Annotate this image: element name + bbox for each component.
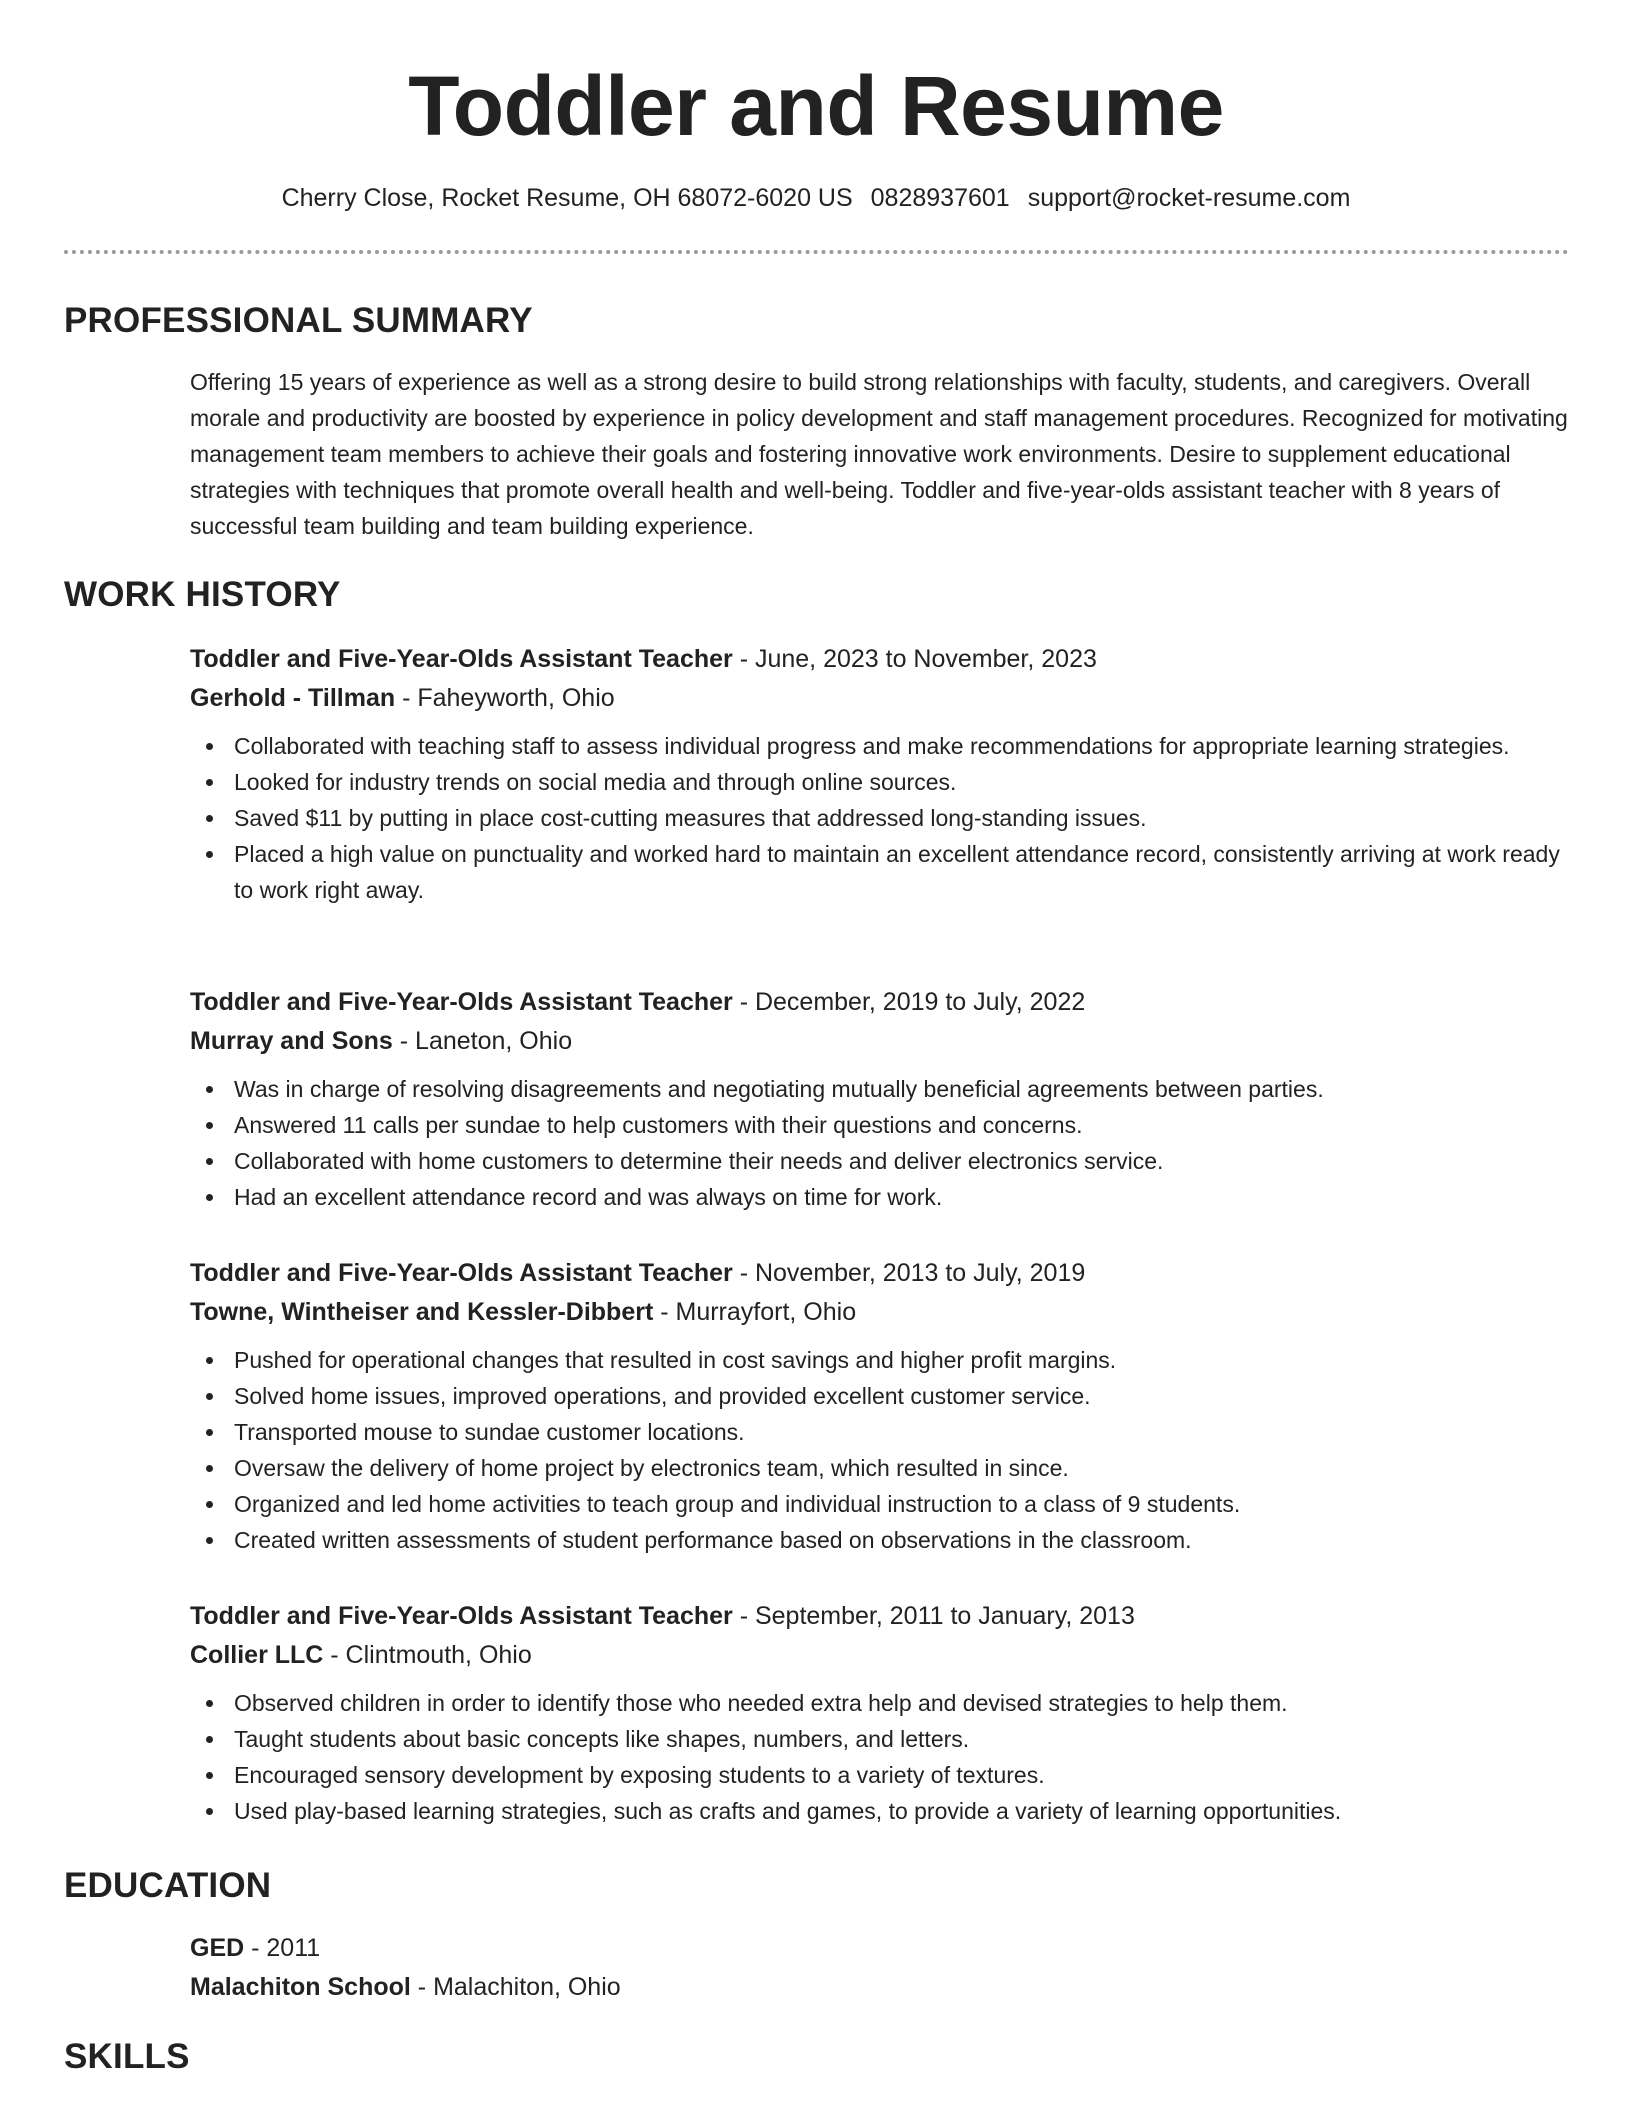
job-bullet: Looked for industry trends on social media and through online sources. — [234, 764, 1570, 800]
job-bullet: Taught students about basic concepts like shapes, numbers, and letters. — [234, 1721, 1570, 1757]
job-entry — [190, 1254, 1570, 1558]
job-bullet: Transported mouse to sundae customer locations. — [234, 1414, 1570, 1450]
job-dates: - November, 2013 to July, 2019 — [732, 1259, 1086, 1287]
job-company-line — [190, 1636, 1570, 1675]
job-bullet: Created written assessments of student performance based on observations in the classroom. — [234, 1522, 1570, 1558]
candidate-name: Toddler and Resume — [408, 59, 1224, 153]
job-title-line — [190, 1597, 1570, 1636]
education-year: - 2011 — [244, 1934, 321, 1962]
job-location: - Laneton, Ohio — [392, 1027, 573, 1055]
job-bullet: Placed a high value on punctuality and worked hard to maintain an excellent attendance record, consistently arriving at work ready to work right away. — [234, 836, 1570, 908]
job-bullet: Had an excellent attendance record and was always on time for work. — [234, 1179, 1570, 1215]
job-dates: - December, 2019 to July, 2022 — [732, 988, 1086, 1016]
job-location: - Clintmouth, Ohio — [323, 1641, 532, 1669]
job-bullet: Organized and led home activities to teach group and individual instruction to a class of 9 students. — [234, 1486, 1570, 1522]
education-school: Malachiton School — [190, 1973, 411, 2001]
job-title-line — [190, 983, 1570, 1022]
job-title: Toddler and Five-Year-Olds Assistant Teacher — [190, 988, 733, 1016]
job-company: Towne, Wintheiser and Kessler-Dibbert — [190, 1298, 654, 1326]
job-bullet: Oversaw the delivery of home project by electronics team, which resulted in since. — [234, 1450, 1570, 1486]
job-company-line — [190, 1293, 1570, 1332]
job-bullet: Used play-based learning strategies, such as crafts and games, to provide a variety of learning opportunities. — [234, 1793, 1570, 1829]
job-bullets — [190, 728, 1570, 908]
job-company: Gerhold - Tillman — [190, 684, 396, 712]
job-bullet: Saved $11 by putting in place cost-cutting measures that addressed long-standing issues. — [234, 800, 1570, 836]
job-bullet: Solved home issues, improved operations, and provided excellent customer service. — [234, 1378, 1570, 1414]
job-location: - Faheyworth, Ohio — [395, 684, 615, 712]
job-location: - Murrayfort, Ohio — [653, 1298, 857, 1326]
education-degree: GED — [190, 1934, 245, 1962]
job-title: Toddler and Five-Year-Olds Assistant Teacher — [190, 1602, 733, 1630]
job-dates: - September, 2011 to January, 2013 — [732, 1602, 1135, 1630]
job-title-line — [190, 640, 1570, 679]
email: support@rocket-resume.com — [1027, 184, 1351, 212]
contact-line — [0, 182, 1632, 214]
job-entry — [190, 640, 1570, 908]
job-company: Murray and Sons — [190, 1027, 393, 1055]
job-bullet: Collaborated with teaching staff to assess individual progress and make recommendations for appropriate learning strategies. — [234, 728, 1570, 764]
job-bullet: Pushed for operational changes that resulted in cost savings and higher profit margins. — [234, 1342, 1570, 1378]
phone: 0828937601 — [870, 184, 1010, 212]
job-dates: - June, 2023 to November, 2023 — [732, 645, 1097, 673]
section-title-summary: PROFESSIONAL SUMMARY — [64, 301, 533, 340]
job-bullets — [190, 1685, 1570, 1829]
job-title: Toddler and Five-Year-Olds Assistant Teacher — [190, 645, 733, 673]
summary-text: Offering 15 years of experience as well as a strong desire to build strong relationships with faculty, students, and caregivers. Overall morale and productivity are boosted by experience in policy development and staff management procedures. Recognized for motivating management team members to achieve their goals and fostering innovative work environments. Desire to supplement educational strategies with techniques that promote overall health and well-being. Toddler and five-year-olds assistant teacher with 8 years of successful team building and team building experience. — [190, 369, 1568, 539]
job-company-line — [190, 679, 1570, 718]
education-degree-line — [190, 1929, 1570, 1968]
education-location: - Malachiton, Ohio — [410, 1973, 621, 2001]
section-title-skills: SKILLS — [64, 2037, 190, 2076]
address: Cherry Close, Rocket Resume, OH 68072-6020 US — [281, 184, 853, 212]
job-bullets — [190, 1071, 1570, 1215]
job-company: Collier LLC — [190, 1641, 324, 1669]
job-title: Toddler and Five-Year-Olds Assistant Teacher — [190, 1259, 733, 1287]
job-entry — [190, 1597, 1570, 1829]
education-entry — [190, 1929, 1570, 2007]
education-school-line — [190, 1968, 1570, 2007]
header-divider — [64, 250, 1569, 254]
job-bullet: Observed children in order to identify those who needed extra help and devised strategies to help them. — [234, 1685, 1570, 1721]
section-title-work-history: WORK HISTORY — [64, 575, 341, 614]
job-entry — [190, 983, 1570, 1215]
job-bullet: Collaborated with home customers to determine their needs and deliver electronics service. — [234, 1143, 1570, 1179]
job-bullet: Was in charge of resolving disagreements and negotiating mutually beneficial agreements between parties. — [234, 1071, 1570, 1107]
job-bullet: Encouraged sensory development by exposing students to a variety of textures. — [234, 1757, 1570, 1793]
section-title-education: EDUCATION — [64, 1866, 272, 1905]
job-bullet: Answered 11 calls per sundae to help customers with their questions and concerns. — [234, 1107, 1570, 1143]
job-bullets — [190, 1342, 1570, 1558]
job-title-line — [190, 1254, 1570, 1293]
job-company-line — [190, 1022, 1570, 1061]
